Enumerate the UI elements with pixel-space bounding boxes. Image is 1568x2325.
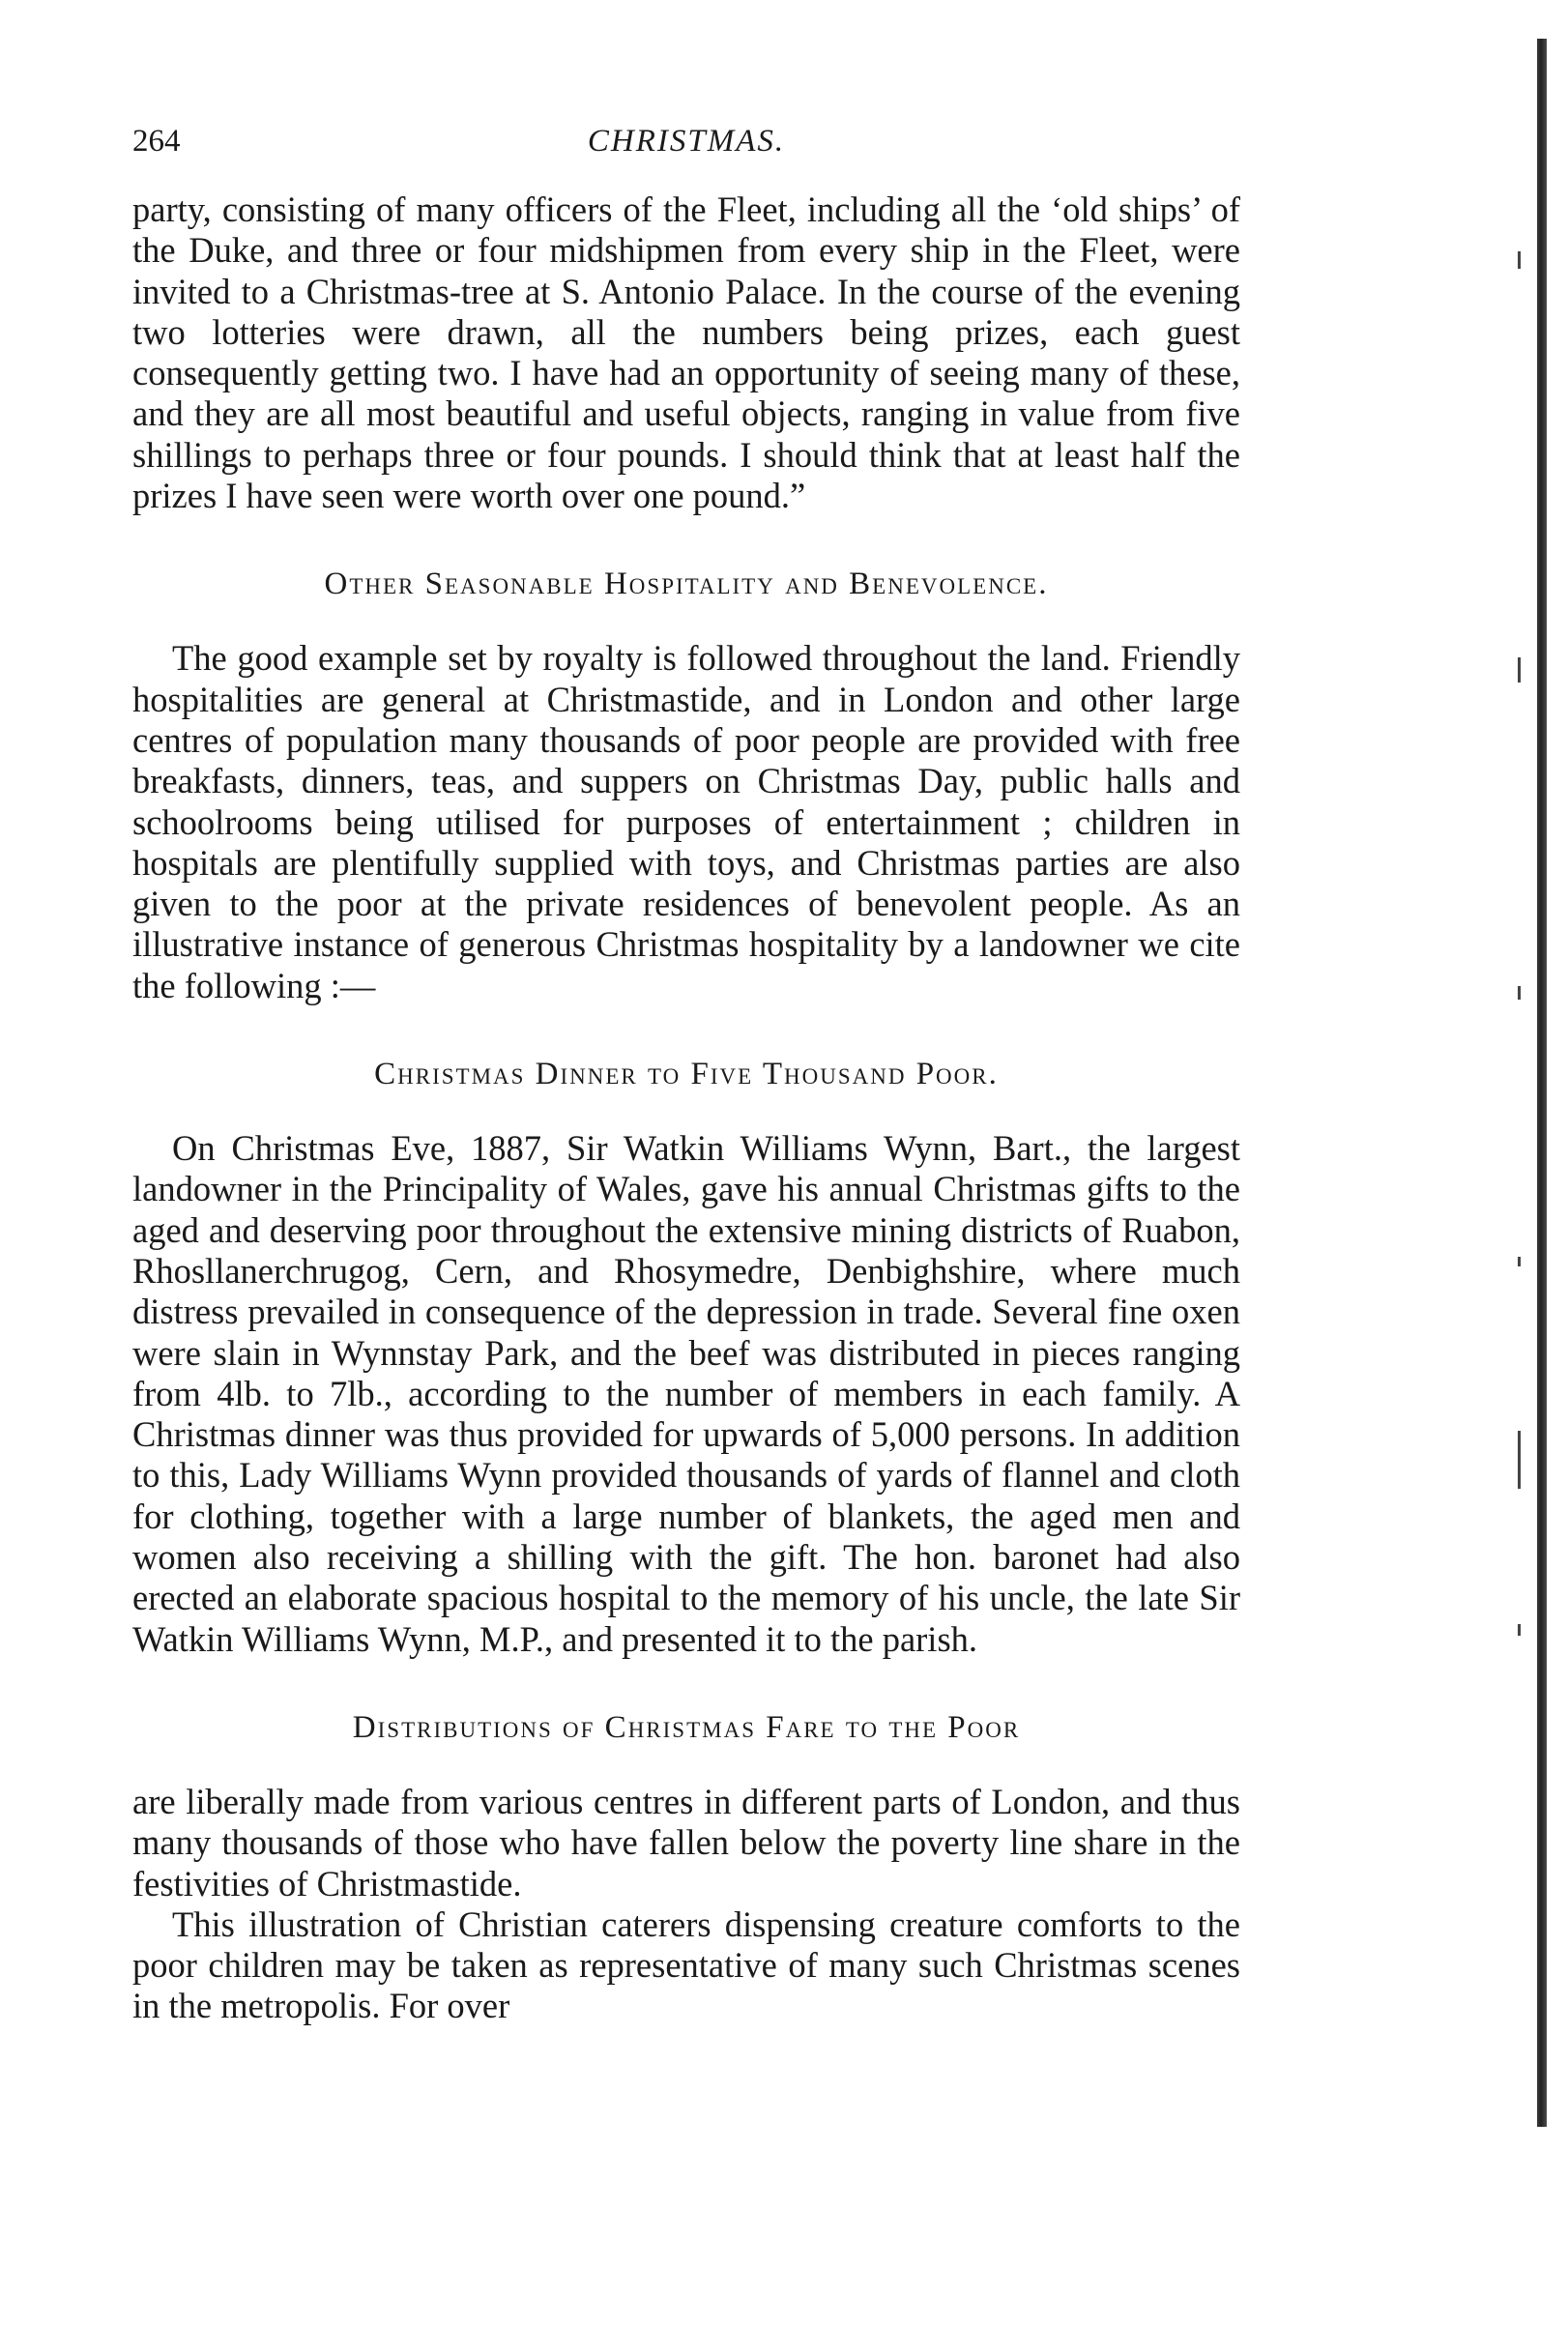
section-heading: Other Seasonable Hospitality and Benevolence. <box>324 567 1049 602</box>
book-spine-edge <box>1537 39 1547 2127</box>
book-page <box>132 124 1240 2027</box>
section-heading: Distributions of Christmas Fare to the Poor <box>352 1709 1021 1745</box>
paragraph: On Christmas Eve, 1887, Sir Watkin Williams Wynn, Bart., the largest landowner in the Principality of Wales, gave his annual Christmas gifts to the aged and deserving poor throughout the extensive mining districts of Ruabon, Rhosllanerchrugog, Cern, and Rhosymedre, Denbighshire, where much distress prevailed in consequence of the depression in trade. Several fine oxen were slain in Wynnstay Park, and the beef was distributed in pieces ranging from 4lb. to 7lb., according to the number of members in each family. A Christmas dinner was thus provided for upwards of 5,000 persons. In addition to this, Lady Williams Wynn provided thousands of yards of flannel and cloth for clothing, together with a large number of blankets, the aged men and women also receiving a shilling with the gift. The hon. baronet had also erected an elaborate spacious hospital to the memory of his uncle, the late Sir Watkin Williams Wynn, M.P., and presented it to the parish. <box>132 1128 1240 1659</box>
section-heading: Christmas Dinner to Five Thousand Poor. <box>374 1057 999 1092</box>
page-header <box>132 124 1240 172</box>
paragraph: This illustration of Christian caterers dispensing creature comforts to the poor children may be taken as representative of many such Christmas scenes in the metropolis. For over <box>132 1904 1240 2026</box>
page-number: 264 <box>132 124 181 159</box>
paragraph: The good example set by royalty is followed throughout the land. Friendly hospitalities are general at Christmastide, and in London and other large centres of population many thousands of poor people are provided with free breakfasts, dinners, teas, and suppers on Christmas Day, public halls and schoolrooms being utilised for purposes of entertainment ; children in hospitals are plentifully supplied with toys, and Christmas parties are also given to the poor at the private residences of benevolent people. As an illustrative instance of generous Christmas hospitality by a landowner we cite the following :— <box>132 638 1240 1005</box>
paragraph: are liberally made from various centres in different parts of London, and thus many thousands of those who have fallen below the poverty line share in the festivities of Christmastide. <box>132 1781 1240 1904</box>
margin-specks <box>1518 251 1522 1701</box>
running-title: CHRISTMAS. <box>587 124 786 159</box>
paragraph: party, consisting of many officers of the Fleet, including all the ‘old ships’ of the Duke, and three or four midshipmen from every ship in the Fleet, were invited to a Christmas-tree at S. Antonio Palace. In the course of the evening two lotteries were drawn, all the numbers being prizes, each guest consequently getting two. I have had an opportunity of seeing many of these, and they are all most beautiful and useful objects, ranging in value from five shillings to perhaps three or four pounds. I should think that at least half the prizes I have seen were worth over one pound.” <box>132 189 1240 516</box>
body-text <box>132 189 1240 2027</box>
